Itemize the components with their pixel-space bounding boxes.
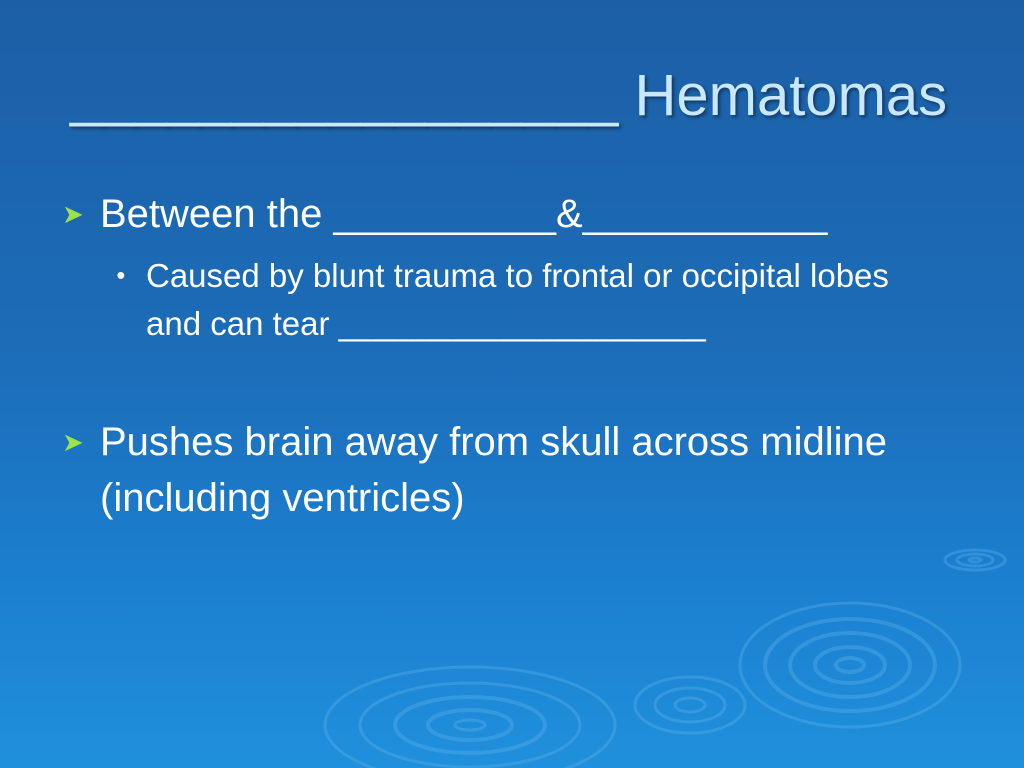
slide-title: _________________ Hematomas: [70, 63, 948, 128]
bullet-text: Pushes brain away from skull across midline (including ventricles): [100, 420, 899, 520]
bullet-item: [62, 186, 962, 242]
sub-bullet-text: Caused by blunt trauma to frontal or occipital lobes and can tear ____________________: [146, 257, 899, 342]
bullet-text: Between the __________&___________: [100, 192, 828, 236]
sub-bullet-item: [112, 252, 952, 348]
bullet-item: [62, 414, 962, 526]
dot-bullet-icon: ●: [116, 267, 126, 284]
arrow-bullet-icon: ➤: [62, 427, 84, 457]
arrow-bullet-icon: ➤: [62, 199, 84, 229]
